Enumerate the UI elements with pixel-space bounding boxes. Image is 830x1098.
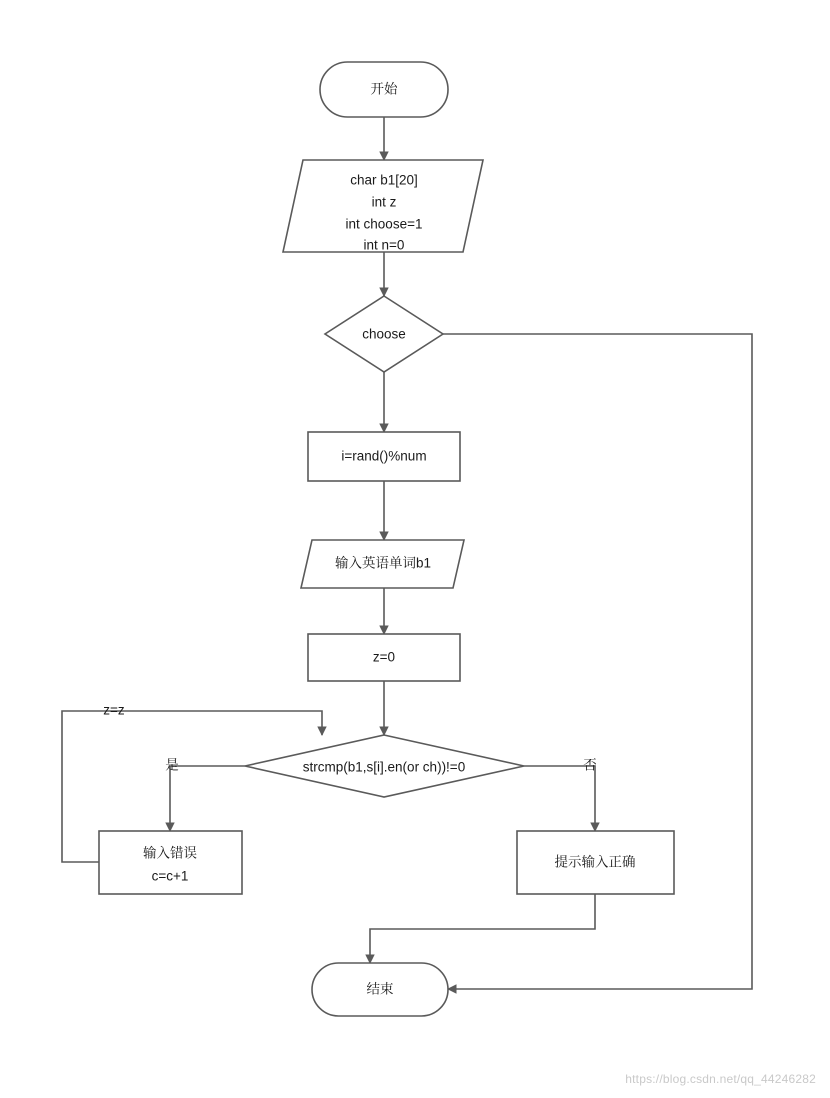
node-z-zero-label: z=0	[372, 649, 396, 665]
node-declarations-line-3: int choose=1	[345, 216, 423, 232]
edge-label-yes: 是	[165, 757, 179, 773]
node-strcmp-decision[interactable]	[245, 735, 524, 797]
watermark-text: https://blog.csdn.net/qq_44246282	[625, 1072, 816, 1086]
edge-label-no: 否	[583, 757, 597, 773]
node-strcmp-label: strcmp(b1,s[i].en(or ch))!=0	[302, 759, 466, 775]
node-declarations-line-4: int n=0	[363, 237, 405, 253]
node-rand[interactable]	[308, 432, 460, 481]
node-choose-label: choose	[362, 326, 406, 342]
node-wrong[interactable]	[99, 831, 242, 894]
edge-right-to-end	[370, 894, 595, 963]
node-declarations-line-1: char b1[20]	[350, 172, 418, 188]
node-wrong-line-2: c=c+1	[151, 868, 189, 884]
node-choose-decision[interactable]	[325, 296, 443, 372]
node-declarations[interactable]	[283, 160, 483, 253]
node-input-word[interactable]	[301, 540, 464, 588]
node-end[interactable]	[312, 963, 448, 1016]
node-start-label: 开始	[370, 81, 398, 97]
node-wrong-line-1: 输入错误	[143, 845, 197, 861]
node-rand-label: i=rand()%num	[341, 448, 427, 464]
node-declarations-line-2: int z	[371, 194, 397, 210]
edge-strcmp-no-to-right	[524, 766, 595, 831]
node-correct[interactable]	[517, 831, 674, 894]
edge-strcmp-yes-to-wrong	[170, 766, 245, 831]
edge-label-loopback: z=z	[103, 702, 125, 718]
node-z-zero[interactable]	[308, 634, 460, 681]
node-correct-label: 提示输入正确	[554, 854, 636, 870]
node-start[interactable]	[320, 62, 448, 117]
node-end-label: 结束	[366, 981, 394, 997]
node-input-word-label: 输入英语单词b1	[334, 555, 432, 571]
